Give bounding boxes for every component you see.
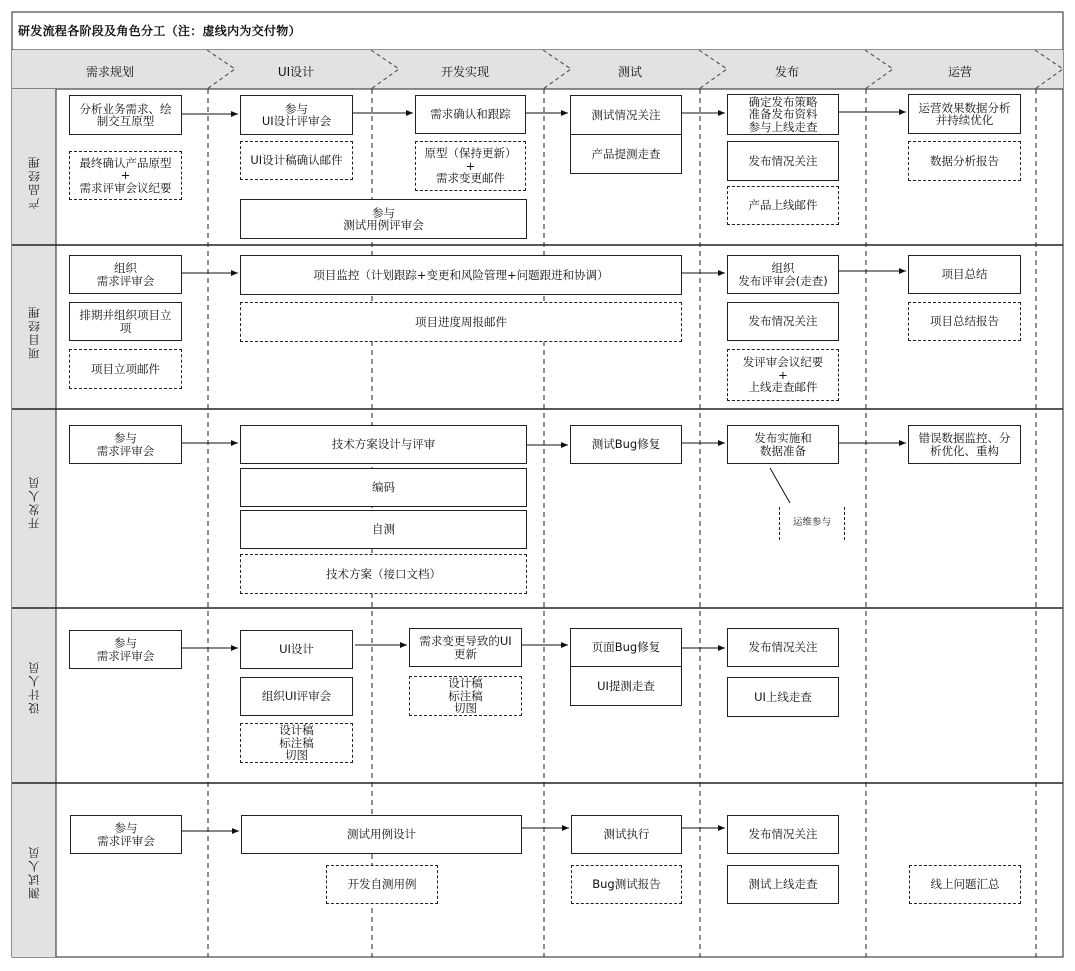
process-box: 产品提测走查 bbox=[570, 134, 682, 174]
process-box: UI上线走查 bbox=[727, 677, 839, 717]
process-box: 需求确认和跟踪 bbox=[415, 95, 526, 134]
deliverable-box: 产品上线邮件 bbox=[727, 186, 839, 225]
phase-testing: 测试 bbox=[617, 65, 642, 79]
process-box: 组织 需求评审会 bbox=[69, 255, 182, 294]
ops-note-box: 运维参与 bbox=[779, 507, 845, 540]
process-box: 组织 发布评审会(走查) bbox=[727, 255, 839, 294]
phase-header bbox=[12, 50, 1063, 89]
process-box: 分析业务需求、绘 制交互原型 bbox=[69, 95, 182, 135]
deliverable-box: 项目立项邮件 bbox=[69, 349, 182, 389]
deliverable-box: 发评审会议纪要 + 上线走查邮件 bbox=[727, 349, 839, 401]
process-box: 参与 需求评审会 bbox=[70, 815, 182, 854]
process-box: 发布情况关注 bbox=[727, 141, 839, 181]
process-box: 技术方案设计与评审 bbox=[240, 425, 527, 464]
lane-testers: 测试人员 bbox=[27, 845, 41, 899]
deliverable-box: 开发自测用例 bbox=[326, 865, 438, 904]
process-box: 参与 UI设计评审会 bbox=[240, 95, 353, 135]
process-box: 项目监控（计划跟踪+变更和风险管理+问题跟进和协调） bbox=[240, 255, 682, 295]
process-box: UI提测走查 bbox=[570, 666, 682, 706]
process-box: 错误数据监控、分 析优化、重构 bbox=[908, 425, 1021, 464]
process-box: 测试上线走查 bbox=[727, 865, 839, 904]
diagram-title: 研发流程各阶段及角色分工（注：虚线内为交付物） bbox=[18, 24, 301, 38]
process-box: 需求变更导致的UI 更新 bbox=[409, 628, 522, 667]
process-box: 发布实施和 数据准备 bbox=[727, 425, 839, 464]
deliverable-box: 项目总结报告 bbox=[908, 302, 1021, 341]
process-box: 参与 测试用例评审会 bbox=[240, 199, 527, 239]
phase-operations: 运营 bbox=[947, 65, 972, 79]
process-box: 排期并组织项目立 项 bbox=[69, 302, 182, 341]
phase-development: 开发实现 bbox=[440, 65, 489, 79]
deliverable-box: 线上问题汇总 bbox=[909, 865, 1021, 904]
lane-product-manager: 产品经理 bbox=[27, 155, 41, 209]
deliverable-box: 项目进度周报邮件 bbox=[240, 302, 682, 342]
deliverable-box: 数据分析报告 bbox=[908, 141, 1021, 181]
process-box: 组织UI评审会 bbox=[240, 677, 353, 716]
phase-release: 发布 bbox=[774, 65, 799, 79]
process-box: 页面Bug修复 bbox=[570, 628, 682, 667]
ops-connector bbox=[770, 468, 790, 503]
phase-requirements: 需求规划 bbox=[85, 65, 134, 79]
lane-designers: 设计人员 bbox=[27, 660, 41, 714]
deliverable-box: 设计稿 标注稿 切图 bbox=[240, 723, 353, 763]
deliverable-box: 设计稿 标注稿 切图 bbox=[409, 676, 522, 716]
process-box: 测试情况关注 bbox=[570, 95, 682, 135]
lane-developers: 开发人员 bbox=[27, 475, 41, 529]
process-box: UI设计 bbox=[240, 630, 353, 669]
deliverable-box: Bug测试报告 bbox=[571, 865, 682, 904]
lane-project-manager: 项目经理 bbox=[27, 305, 41, 359]
process-box: 运营效果数据分析 并持续优化 bbox=[908, 94, 1021, 134]
process-box: 参与 需求评审会 bbox=[69, 630, 182, 669]
process-box: 编码 bbox=[240, 468, 527, 507]
phase-ui-design: UI设计 bbox=[277, 65, 315, 79]
process-box: 项目总结 bbox=[908, 255, 1021, 294]
process-box: 发布情况关注 bbox=[727, 815, 839, 854]
deliverable-box: 技术方案（接口文档） bbox=[240, 554, 527, 594]
deliverable-box: 原型（保持更新） + 需求变更邮件 bbox=[415, 141, 526, 191]
deliverable-box: UI设计稿确认邮件 bbox=[240, 141, 353, 180]
process-box: 自测 bbox=[240, 510, 527, 549]
process-box: 参与 需求评审会 bbox=[69, 425, 182, 464]
process-box: 测试执行 bbox=[571, 815, 682, 854]
process-box: 测试Bug修复 bbox=[570, 425, 682, 464]
process-box: 发布情况关注 bbox=[727, 302, 839, 341]
process-box: 测试用例设计 bbox=[241, 815, 522, 854]
process-box: 确定发布策略 准备发布资料 参与上线走查 bbox=[727, 94, 839, 135]
process-box: 发布情况关注 bbox=[727, 628, 839, 667]
deliverable-box: 最终确认产品原型 + 需求评审会议纪要 bbox=[69, 151, 182, 200]
